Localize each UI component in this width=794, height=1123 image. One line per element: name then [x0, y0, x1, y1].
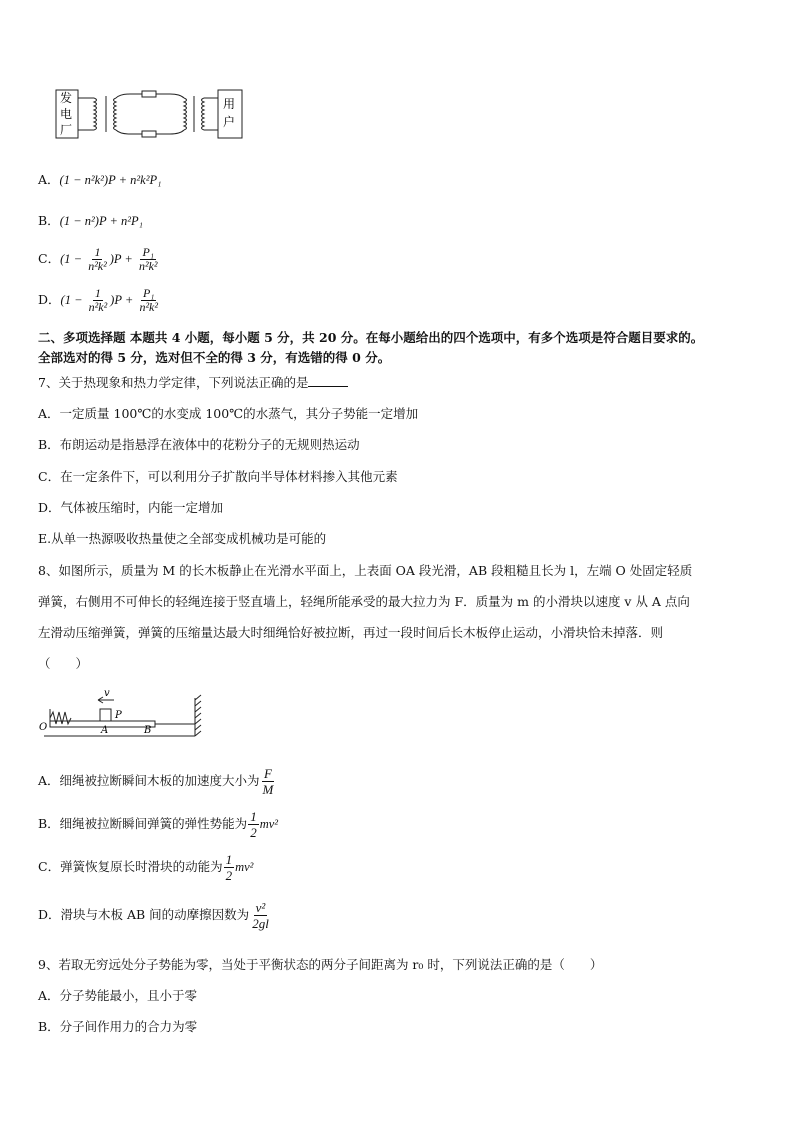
q7-option-c: C．在一定条件下，可以利用分子扩散向半导体材料掺入其他元素	[38, 469, 398, 484]
coil-1	[94, 98, 97, 130]
answer-blank	[308, 375, 348, 387]
resistor-top	[142, 91, 156, 97]
q7-option-d: D．气体被压缩时，内能一定增加	[38, 500, 224, 515]
q8-option-b: B．细绳被拉断瞬间弹簧的弹性势能为 $\frac{1}{2}$ mv²	[38, 809, 279, 840]
transmission-diagram	[50, 84, 250, 144]
fraction: $\frac{\text{P₁}}{\text{n²k²}}$	[139, 286, 158, 314]
coil-4	[202, 98, 205, 130]
fraction: $\frac{\text{v²}}{2gl}$	[252, 900, 269, 931]
slider-label: P	[115, 710, 122, 721]
q7-option-b: B．布朗运动是指悬浮在液体中的花粉分子的无规则热运动	[38, 437, 360, 452]
power-plant-char-2: 电	[60, 107, 73, 121]
section2-line1: 二、多项选择题 本题共 4 小题，每小题 5 分，共 20 分。在每小题给出的四个选项中，有多个选项是符合题目要求的。	[38, 330, 704, 345]
q8-option-c: C．弹簧恢复原长时滑块的动能为 $\frac{1}{2}$ mv²	[38, 852, 254, 883]
fraction: $\frac{1}{\text{n²k²}}$	[88, 286, 108, 314]
power-plant-char-3: 厂	[60, 123, 73, 137]
q6-option-c: C．(1 − $\frac{1}{\text{n²k²}}$ )P + $\frac{\text{P₁}}{\text{n²k²}}$	[38, 245, 158, 273]
point-b-label: B	[144, 725, 152, 736]
q7-stem: 7、关于热现象和热力学定律，下列说法正确的是	[38, 375, 348, 391]
q8-option-d: D．滑块与木板 AB 间的动摩擦因数为 $\frac{\text{v²}}{2gl}$	[38, 900, 269, 931]
spring-board-diagram	[38, 686, 210, 744]
spring	[50, 712, 71, 724]
q6-option-d: D．(1 − $\frac{1}{\text{n²k²}}$ )P + $\frac{\text{P₁}}{\text{n²k²}}$	[38, 286, 158, 314]
fraction: $\frac{1}{2}$	[225, 852, 233, 883]
fraction: $\frac{F}{M}$	[262, 766, 274, 797]
coil-3	[184, 98, 187, 130]
point-a-label: A	[101, 725, 109, 736]
coil-2	[114, 98, 117, 130]
q9-stem: 9、若取无穷远处分子势能为零，当处于平衡状态的两分子间距离为 r₀ 时，下列说法正确的是（ ）	[38, 957, 603, 972]
resistor-bottom	[142, 131, 156, 137]
slider-block	[100, 709, 111, 721]
q8-option-a: A．细绳被拉断瞬间木板的加速度大小为 $\frac{F}{M}$	[38, 766, 274, 797]
q6-option-a: A．(1 − n²k²)P + n²k²P₁	[38, 172, 162, 187]
user-char-2: 户	[223, 115, 236, 129]
fraction: $\frac{1}{2}$	[250, 809, 257, 840]
power-plant-char-1: 发	[60, 91, 73, 105]
q7-option-a: A．一定质量 100℃的水变成 100℃的水蒸气，其分子势能一定增加	[38, 406, 419, 421]
q8-stem-4: （ ）	[38, 656, 89, 671]
fraction: $\frac{1}{\text{n²k²}}$	[88, 245, 107, 273]
q6-option-b: B．(1 − n²)P + n²P₁	[38, 213, 144, 228]
q8-stem-3: 左滑动压缩弹簧，弹簧的压缩量达最大时细绳恰好被拉断，再过一段时间后长木板停止运动，小滑块恰未掉落．则	[38, 625, 664, 640]
q9-option-b: B．分子间作用力的合力为零	[38, 1019, 198, 1034]
q8-stem-1: 8、如图所示，质量为 M 的长木板静止在光滑水平面上，上表面 OA 段光滑，AB 段粗糙且长为 l，左端 O 处固定轻质	[38, 563, 693, 578]
q7-option-e: E.从单一热源吸收热量使之全部变成机械功是可能的	[38, 531, 327, 546]
fraction: $\frac{\text{P₁}}{\text{n²k²}}$	[138, 245, 158, 273]
point-o-label: O	[39, 722, 48, 733]
q9-option-a: A．分子势能最小，且小于零	[38, 988, 198, 1003]
user-char-1: 用	[223, 97, 236, 111]
q8-stem-2: 弹簧，右侧用不可伸长的轻绳连接于竖直墙上，轻绳所能承受的最大拉力为 F．质量为 m 的小滑块以速度 v 从 A 点向	[38, 594, 690, 609]
section2-line2: 全部选对的得 5 分，选对但不全的得 3 分，有选错的得 0 分。	[38, 350, 391, 365]
velocity-label: v	[104, 688, 110, 699]
